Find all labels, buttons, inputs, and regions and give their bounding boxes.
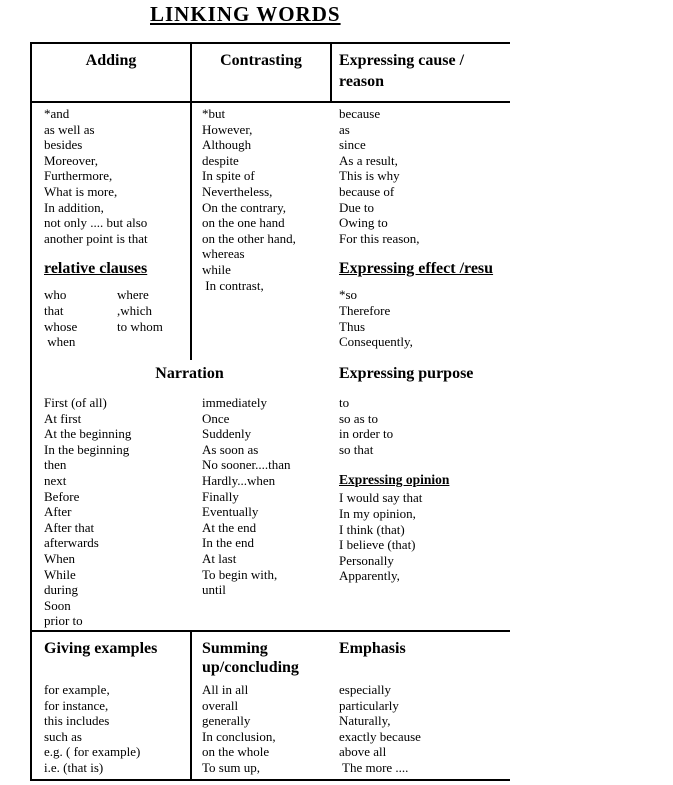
contrasting-cell <box>192 103 332 360</box>
list-item: After <box>44 504 72 520</box>
list-item: overall <box>202 697 239 713</box>
emphasis-heading: Emphasis <box>339 640 406 657</box>
list-item: While <box>44 566 76 582</box>
list-item: However, <box>202 121 253 137</box>
list-item: This is why <box>339 168 400 184</box>
effect-list <box>339 287 510 349</box>
list-item: especially <box>339 682 391 697</box>
list-item: immediately <box>202 395 267 410</box>
list-item: as <box>339 121 350 137</box>
list-item: What is more, <box>44 183 118 199</box>
list-item: in order to <box>339 426 394 442</box>
adding-list <box>44 106 190 246</box>
list-item: until <box>202 582 226 598</box>
list-item: Personally <box>339 552 394 568</box>
list-item: At last <box>202 550 237 566</box>
list-item: In my opinion, <box>339 505 416 521</box>
list-item: e.g. ( for example) <box>44 744 141 760</box>
list-item: despite <box>202 152 239 168</box>
relative-clauses-right-list <box>117 287 163 349</box>
list-item: i.e. (that is) <box>44 759 104 775</box>
list-item: I think (that) <box>339 521 405 537</box>
list-item: After that <box>44 519 95 535</box>
list-item: On the contrary, <box>202 199 286 215</box>
list-item: for instance, <box>44 697 109 713</box>
list-item: Therefore <box>339 302 391 318</box>
column-divider <box>190 632 192 779</box>
list-item: to <box>339 395 350 410</box>
list-item: afterwards <box>44 535 99 551</box>
purpose-list <box>339 395 449 457</box>
list-item: Due to <box>339 199 375 215</box>
adding-cell <box>32 103 192 360</box>
relative-clauses-left-list <box>44 287 117 349</box>
linking-words-table <box>30 42 510 781</box>
summing-list <box>202 682 276 776</box>
list-item: In spite of <box>202 168 255 184</box>
list-item: As soon as <box>202 441 259 457</box>
list-item: In the beginning <box>44 441 130 457</box>
list-item: When <box>44 550 76 566</box>
list-item: Although <box>202 137 252 153</box>
expressing-opinion-heading: Expressing opinion <box>339 472 450 488</box>
list-item: next <box>44 472 67 488</box>
list-item: not only .... but also <box>44 215 148 231</box>
narration-list-1 <box>44 395 131 629</box>
list-item: In conclusion, <box>202 728 276 744</box>
table-header-row <box>32 44 510 103</box>
list-item: Moreover, <box>44 152 98 168</box>
list-item: In the end <box>202 535 254 551</box>
list-item: on the one hand <box>202 215 285 231</box>
contrasting-list <box>202 106 332 293</box>
header-adding: Adding <box>32 44 192 101</box>
examples-list <box>44 682 140 776</box>
list-item: Hardly...when <box>202 472 276 488</box>
list-item: *but <box>202 106 226 121</box>
list-item: on the whole <box>202 744 270 760</box>
list-item: In contrast, <box>202 277 264 293</box>
list-item: besides <box>44 137 83 153</box>
list-item: Thus <box>339 318 365 334</box>
summing-up-heading: Summing up/concluding <box>202 640 299 676</box>
list-item: during <box>44 582 78 598</box>
list-item: At the end <box>202 519 257 535</box>
list-item: No sooner....than <box>202 457 291 473</box>
section-bottom <box>32 632 510 779</box>
list-item: In addition, <box>44 199 104 215</box>
list-item: As a result, <box>339 152 398 168</box>
section-narration <box>32 360 510 632</box>
list-item: since <box>339 137 366 153</box>
relative-clauses-heading: relative clauses <box>44 260 148 278</box>
list-item: whereas <box>202 246 245 262</box>
purpose-opinion-cell <box>339 395 449 584</box>
list-item: while <box>202 261 231 277</box>
list-item: *and <box>44 106 70 121</box>
giving-examples-heading: Giving examples <box>44 640 158 657</box>
list-item: on the other hand, <box>202 230 296 246</box>
list-item: then <box>44 457 67 473</box>
list-item: as well as <box>44 121 95 137</box>
list-item: particularly <box>339 697 399 713</box>
opinion-list <box>339 490 449 584</box>
list-item: I would say that <box>339 490 423 506</box>
section-linking-words <box>32 103 510 360</box>
list-item: that <box>44 302 64 318</box>
expressing-effect-result-heading: Expressing effect /resu <box>339 260 494 278</box>
list-item: where <box>117 287 149 303</box>
list-item: because of <box>339 183 395 199</box>
header-expressing-cause: Expressing cause / reason <box>339 52 465 90</box>
list-item: Nevertheless, <box>202 183 273 199</box>
list-item: Soon <box>44 597 71 613</box>
list-item: First (of all) <box>44 395 107 410</box>
list-item: such as <box>44 728 82 744</box>
list-item: All in all <box>202 682 249 697</box>
emphasis-list <box>339 682 421 776</box>
list-item: Finally <box>202 488 239 504</box>
list-item: because <box>339 106 381 121</box>
list-item: Owing to <box>339 215 388 231</box>
list-item: For this reason, <box>339 230 420 246</box>
list-item: At the beginning <box>44 426 132 442</box>
list-item: so that <box>339 441 374 457</box>
list-item: I believe (that) <box>339 537 416 553</box>
list-item: for example, <box>44 682 110 697</box>
list-item: To begin with, <box>202 566 278 582</box>
list-item: Naturally, <box>339 713 391 729</box>
list-item: Consequently, <box>339 334 413 350</box>
expressing-purpose-heading: Expressing purpose <box>339 365 474 382</box>
list-item: above all <box>339 744 387 760</box>
relative-clauses-pairs <box>44 287 190 349</box>
list-item: At first <box>44 410 82 426</box>
header-contrasting: Contrasting <box>192 44 332 101</box>
list-item: generally <box>202 713 251 729</box>
expressing-cause-cell <box>332 103 510 360</box>
list-item: Suddenly <box>202 426 252 442</box>
list-item: *so <box>339 287 358 303</box>
list-item: ,which <box>117 302 153 318</box>
list-item: Furthermore, <box>44 168 113 184</box>
list-item: The more .... <box>339 759 409 775</box>
list-item: to whom <box>117 318 163 334</box>
list-item: another point is that <box>44 230 148 246</box>
list-item: Eventually <box>202 504 259 520</box>
list-item: whose <box>44 318 78 334</box>
narration-heading: Narration <box>155 365 224 382</box>
list-item: exactly because <box>339 728 421 744</box>
list-item: so as to <box>339 410 378 426</box>
list-item: Apparently, <box>339 568 400 584</box>
list-item: who <box>44 287 67 303</box>
cause-list <box>339 106 510 246</box>
list-item: To sum up, <box>202 759 260 775</box>
list-item: when <box>44 334 76 350</box>
document-title: LINKING WORDS <box>150 2 341 26</box>
list-item: this includes <box>44 713 110 729</box>
list-item: Once <box>202 410 230 426</box>
list-item: Before <box>44 488 80 504</box>
narration-list-2 <box>202 395 290 598</box>
list-item: prior to <box>44 613 83 629</box>
